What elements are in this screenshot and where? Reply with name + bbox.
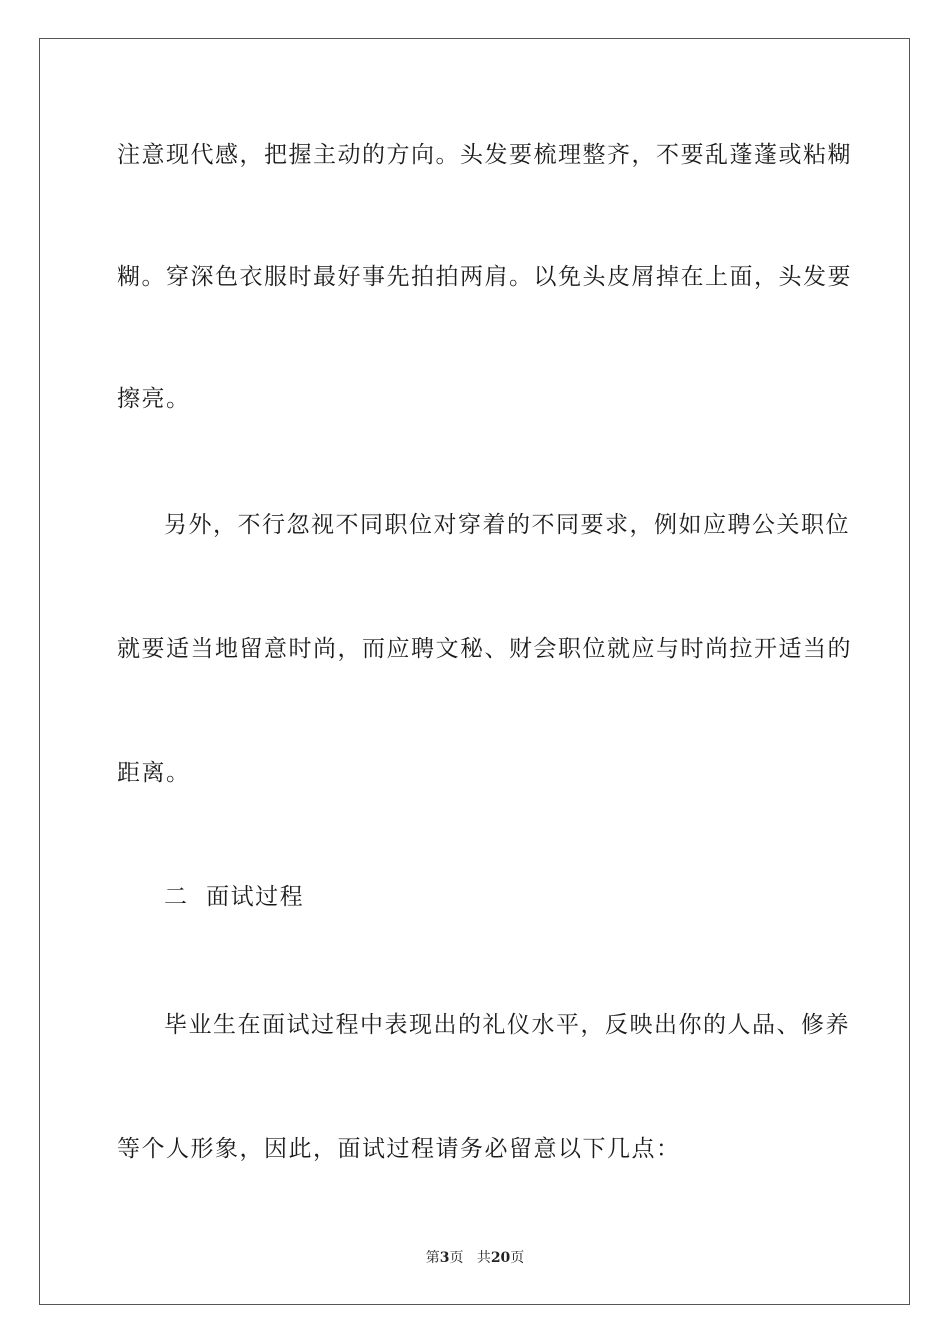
body-line-8: 毕业生在面试过程中表现出的礼仪水平，反映出你的人品、修养	[164, 1012, 850, 1038]
current-page-number: 3	[439, 1250, 450, 1266]
body-line-2: 糊。穿深色衣服时最好事先拍拍两肩。以免头皮屑掉在上面，头发要	[117, 264, 852, 290]
body-line-6: 距离。	[117, 760, 191, 786]
body-line-1: 注意现代感，把握主动的方向。头发要梳理整齐，不要乱蓬蓬或粘糊	[117, 142, 852, 168]
total-suffix: 页	[510, 1250, 525, 1266]
body-line-3: 擦亮。	[117, 386, 191, 412]
page-footer	[0, 1249, 950, 1267]
body-line-5: 就要适当地留意时尚，而应聘文秘、财会职位就应与时尚拉开适当的	[117, 636, 852, 662]
body-line-9: 等个人形象，因此，面试过程请务必留意以下几点：	[117, 1136, 681, 1162]
section-heading: 二 面试过程	[164, 884, 305, 910]
total-prefix: 共	[476, 1250, 491, 1266]
page-suffix: 页	[449, 1250, 464, 1266]
total-page-number: 20	[490, 1250, 511, 1266]
page-prefix: 第	[425, 1250, 440, 1266]
body-line-4: 另外，不行忽视不同职位对穿着的不同要求，例如应聘公关职位	[164, 512, 850, 538]
page-border	[39, 38, 910, 1305]
